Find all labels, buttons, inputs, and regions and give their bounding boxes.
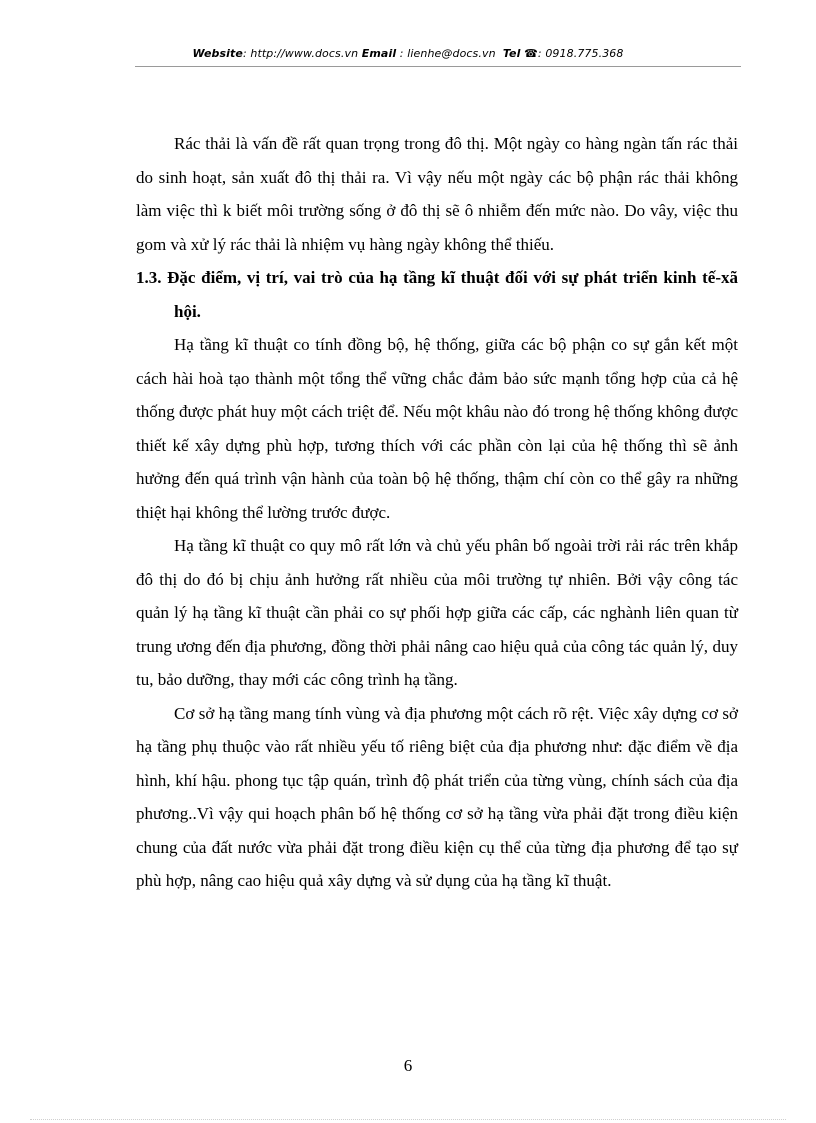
website-label: Website: [192, 47, 243, 60]
tel-label: Tel: [502, 47, 521, 60]
page-header: [0, 47, 816, 60]
paragraph-scale: Hạ tầng kĩ thuật co quy mô rất lớn và chủ yếu phân bố ngoài trời rải rác trên khắp đô thị do đó bị chịu ảnh hưởng rất nhiều của môi trường tự nhiên. Bởi vậy công tác quản lý hạ tầng kĩ thuật cần phải co sự phối hợp giữa các cấp, các nghành liên quan từ trung ương đến địa phương, đồng thời phải nâng cao hiệu quả của công tác quản lý, duy tu, bảo dưỡng, thay mới các công trình hạ tầng.: [136, 536, 738, 689]
section-heading: 1.3. Đặc điểm, vị trí, vai trò của hạ tầng kĩ thuật đối với sự phát triển kinh tế-xã hội.: [136, 268, 738, 321]
paragraph-waste: Rác thải là vấn đề rất quan trọng trong đô thị. Một ngày co hàng ngàn tấn rác thải do sinh hoạt, sản xuất đô thị thải ra. Vì vậy nếu một ngày các bộ phận rác thải không làm việc thì k biết môi trường sống ở đô thị sẽ ô nhiễm đến mức nào. Do vây, việc thu gom và xử lý rác thải là nhiệm vụ hàng ngày không thể thiếu.: [136, 134, 738, 254]
footer-divider: [30, 1119, 786, 1120]
email-label: Email: [361, 47, 397, 60]
page-number: 6: [403, 1056, 413, 1075]
document-body: [136, 127, 738, 898]
header-divider: [135, 66, 741, 67]
paragraph-synchronous: Hạ tầng kĩ thuật co tính đồng bộ, hệ thống, giữa các bộ phận co sự gắn kết một cách hài hoà tạo thành một tổng thể vững chắc đảm bảo sức mạnh tổng hợp của cả hệ thống được phát huy một cách triệt để. Nếu một khâu nào đó trong hệ thống không được thiết kế xây dựng phù hợp, tương thích với các phần còn lại của hệ thống thì sẽ ảnh hưởng đến quá trình vận hành của toàn bộ hệ thống, thậm chí còn co thể gây ra những thiệt hại không thể lường trước được.: [136, 335, 739, 522]
tel-number: : 0918.775.368: [537, 47, 624, 60]
website-url: : http://www.docs.vn: [242, 47, 359, 60]
paragraph-regional: Cơ sở hạ tầng mang tính vùng và địa phương một cách rõ rệt. Việc xây dựng cơ sở hạ tầng phụ thuộc vào rất nhiều yếu tố riêng biệt của địa phương như: đặc điểm về địa hình, khí hậu. phong tục tập quán, trình độ phát triển của từng vùng, chính sách của địa phương..Vì vậy qui hoạch phân bố hệ thống cơ sở hạ tầng vừa phải đặt trong điều kiện chung của đất nước vừa phải đặt trong điều kiện cụ thể của từng địa phương để tạo sự phù hợp, nâng cao hiệu quả xây dựng và sử dụng của hạ tầng kĩ thuật.: [136, 703, 738, 890]
email-address: : lienhe@docs.vn: [396, 47, 496, 60]
telephone-icon: ☎: [524, 47, 538, 60]
